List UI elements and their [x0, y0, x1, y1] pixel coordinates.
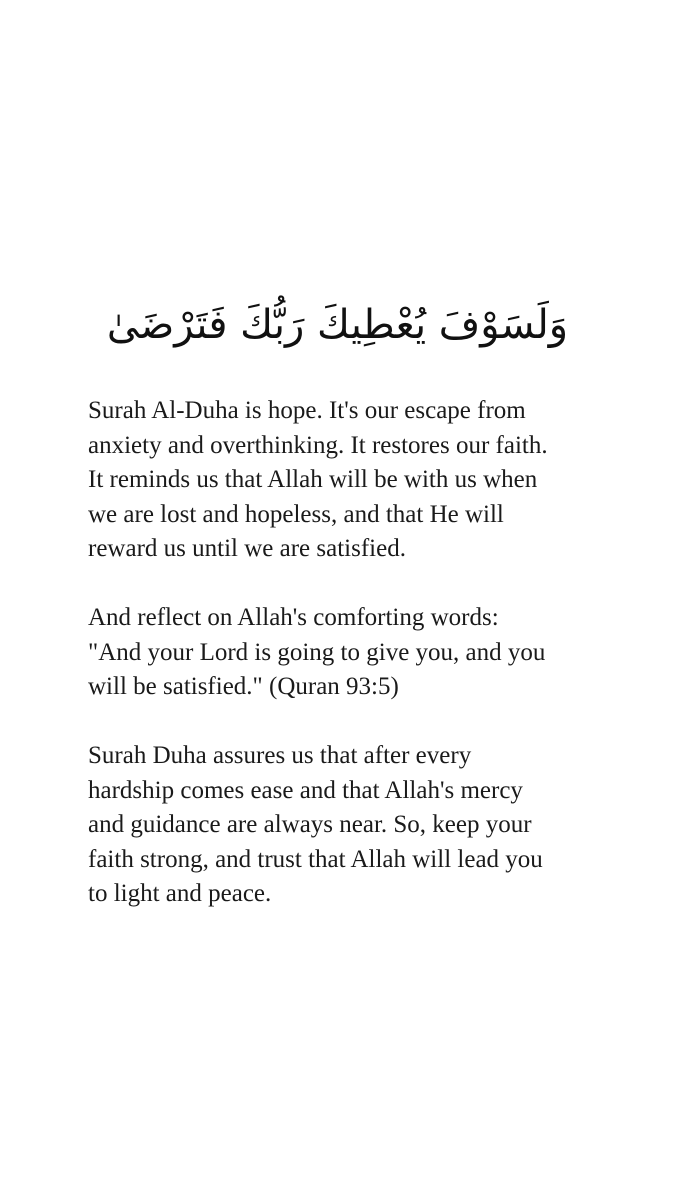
reflection-text	[88, 394, 608, 946]
paragraph-line: "And your Lord is going to give you, and you	[88, 638, 546, 666]
paragraph-line: anxiety and overthinking. It restores our faith.	[88, 431, 548, 459]
paragraph-reflect	[88, 601, 608, 705]
paragraph-line: reward us until we are satisfied.	[88, 535, 406, 562]
paragraph-line: And reflect on Allah's comforting words:	[88, 604, 499, 631]
paragraph-line: hardship comes ease and that Allah's mercy	[88, 776, 523, 804]
paragraph-line: we are lost and hopeless, and that He will	[88, 500, 504, 528]
paragraph-line: and guidance are always near. So, keep your	[88, 811, 532, 838]
paragraph-line: Surah Duha assures us that after every	[88, 742, 472, 769]
paragraph-line: faith strong, and trust that Allah will lead you	[88, 845, 543, 873]
paragraph-hope	[88, 394, 608, 567]
paragraph-line: will be satisfied." (Quran 93:5)	[88, 673, 399, 700]
paragraph-line: to light and peace.	[88, 880, 272, 907]
paragraph-line: Surah Al-Duha is hope. It's our escape from	[88, 397, 526, 424]
quran-verse-arabic: وَلَسَوْفَ يُعْطِيكَ رَبُّكَ فَتَرْضَىٰ	[106, 302, 569, 348]
paragraph-line: It reminds us that Allah will be with us when	[88, 466, 538, 493]
paragraph-assurance	[88, 739, 608, 912]
